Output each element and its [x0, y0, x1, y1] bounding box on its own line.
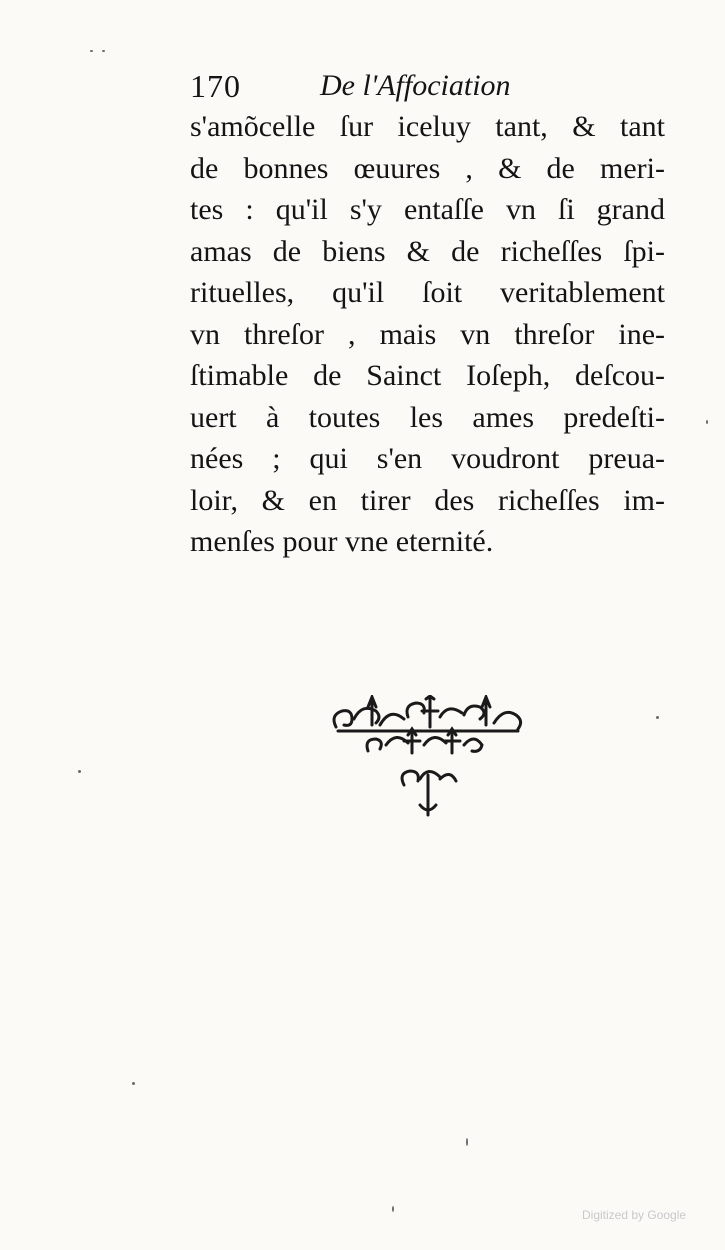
- text-line: loir, & en tirer des richeſſes im-: [190, 483, 665, 517]
- text-line: amas de biens & de richeſſes ſpi-: [190, 234, 665, 268]
- print-speck: [90, 50, 93, 52]
- running-title: De l'Affociation: [320, 69, 511, 102]
- print-speck: [706, 420, 708, 424]
- fleuron-tailpiece-icon: [328, 695, 528, 820]
- page-number: 170: [190, 68, 241, 104]
- text-line: rituelles, qu'il ſoit veritablement: [190, 276, 665, 309]
- text-line: ſtimable de Sainct Ioſeph, deſcou-: [190, 359, 665, 392]
- print-speck: [392, 1206, 394, 1212]
- text-line: uert à toutes les ames predeſti-: [190, 400, 665, 434]
- print-speck: [78, 770, 81, 773]
- text-line: de bonnes œuures , & de meri-: [190, 151, 665, 185]
- digitization-watermark: Digitized by Google: [582, 1208, 687, 1222]
- text-line: vn threſor , mais vn threſor ine-: [190, 317, 665, 351]
- print-speck: [466, 1138, 468, 1146]
- text-line: s'amõcelle ſur iceluy tant, & tant: [190, 110, 665, 143]
- text-line: nées ; qui s'en voudront preua-: [190, 442, 665, 475]
- print-speck: [132, 1082, 135, 1085]
- body-text: [190, 106, 670, 563]
- page-header: [190, 66, 670, 106]
- print-speck: [656, 716, 659, 719]
- print-speck: [102, 50, 105, 52]
- text-line: tes : qu'il s'y entaſſe vn ſi grand: [190, 193, 665, 226]
- text-line: menſes pour vne eternité.: [190, 525, 494, 558]
